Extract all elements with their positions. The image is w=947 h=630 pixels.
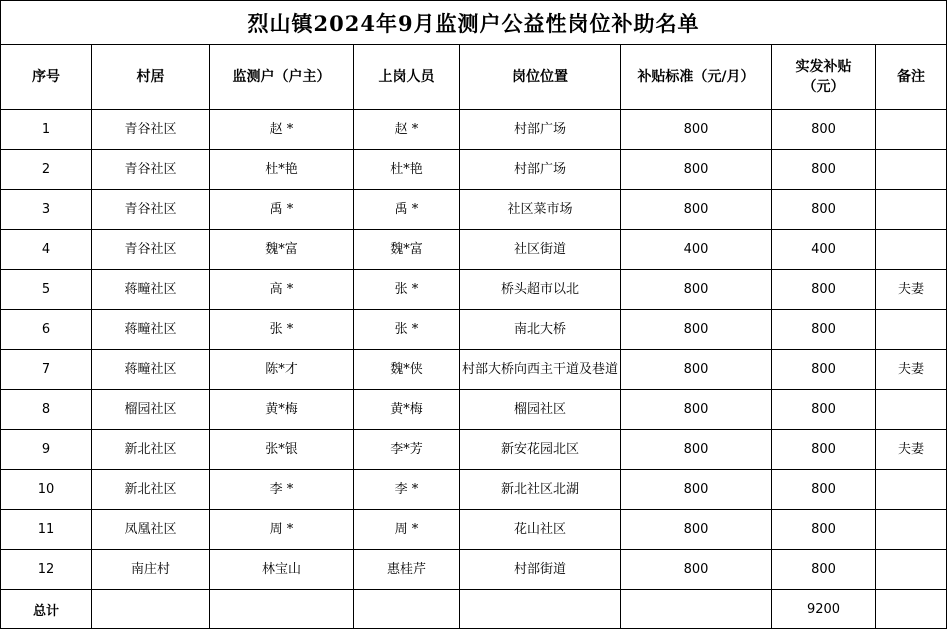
cell-worker: 魏*富 [354,230,460,270]
cell-post: 花山社区 [460,510,621,550]
cell-actual: 800 [772,550,876,590]
cell-worker: 李 * [354,470,460,510]
cell-seq: 11 [1,510,92,550]
cell-remark [876,230,947,270]
cell-post: 榴园社区 [460,390,621,430]
cell-actual: 800 [772,310,876,350]
cell-standard: 800 [621,430,772,470]
cell-household: 张*银 [210,430,354,470]
cell-actual: 800 [772,390,876,430]
cell-standard: 800 [621,190,772,230]
cell-actual: 800 [772,150,876,190]
header-remark: 备注 [876,45,947,110]
cell-seq: 7 [1,350,92,390]
cell-worker: 张 * [354,310,460,350]
table-row [1,510,947,550]
cell-household: 高 * [210,270,354,310]
cell-post: 新北社区北湖 [460,470,621,510]
total-label: 总计 [1,590,92,629]
total-cell-empty [621,590,772,629]
cell-household: 黄*梅 [210,390,354,430]
header-standard: 补贴标准（元/月） [621,45,772,110]
table-row [1,230,947,270]
cell-village: 青谷社区 [92,110,210,150]
cell-standard: 800 [621,390,772,430]
table-title: 烈山镇2024年9月监测户公益性岗位补助名单 [1,1,947,45]
cell-actual: 800 [772,270,876,310]
cell-worker: 周 * [354,510,460,550]
cell-seq: 3 [1,190,92,230]
table-row [1,150,947,190]
header-village: 村居 [92,45,210,110]
cell-remark [876,310,947,350]
table-row [1,110,947,150]
cell-household: 林宝山 [210,550,354,590]
cell-household: 禹 * [210,190,354,230]
table-row [1,190,947,230]
cell-village: 青谷社区 [92,150,210,190]
cell-remark [876,550,947,590]
title-row [1,1,947,45]
cell-seq: 12 [1,550,92,590]
cell-standard: 800 [621,270,772,310]
cell-post: 村部广场 [460,110,621,150]
cell-standard: 800 [621,150,772,190]
cell-actual: 800 [772,110,876,150]
cell-worker: 黄*梅 [354,390,460,430]
cell-household: 张 * [210,310,354,350]
cell-seq: 2 [1,150,92,190]
cell-standard: 800 [621,110,772,150]
cell-household: 陈*才 [210,350,354,390]
cell-village: 青谷社区 [92,230,210,270]
table-row [1,310,947,350]
header-seq: 序号 [1,45,92,110]
cell-standard: 800 [621,510,772,550]
cell-remark [876,510,947,550]
cell-standard: 800 [621,350,772,390]
cell-household: 李 * [210,470,354,510]
cell-village: 新北社区 [92,430,210,470]
cell-actual: 800 [772,470,876,510]
cell-post: 社区街道 [460,230,621,270]
cell-seq: 8 [1,390,92,430]
cell-village: 蒋疃社区 [92,270,210,310]
cell-standard: 800 [621,550,772,590]
table-row [1,550,947,590]
cell-seq: 6 [1,310,92,350]
cell-village: 南庄村 [92,550,210,590]
cell-post: 新安花园北区 [460,430,621,470]
cell-village: 蒋疃社区 [92,310,210,350]
cell-worker: 赵 * [354,110,460,150]
cell-post: 村部大桥向西主干道及巷道 [460,350,621,390]
cell-household: 魏*富 [210,230,354,270]
cell-village: 青谷社区 [92,190,210,230]
cell-post: 南北大桥 [460,310,621,350]
header-household: 监测户（户主） [210,45,354,110]
header-row [1,45,947,110]
cell-seq: 10 [1,470,92,510]
cell-remark [876,390,947,430]
cell-actual: 400 [772,230,876,270]
cell-worker: 禹 * [354,190,460,230]
table-row [1,470,947,510]
cell-household: 周 * [210,510,354,550]
header-worker: 上岗人员 [354,45,460,110]
cell-standard: 400 [621,230,772,270]
cell-remark [876,470,947,510]
cell-actual: 800 [772,350,876,390]
table-row [1,390,947,430]
cell-post: 社区菜市场 [460,190,621,230]
cell-village: 蒋疃社区 [92,350,210,390]
total-cell-empty [460,590,621,629]
cell-worker: 杜*艳 [354,150,460,190]
cell-seq: 1 [1,110,92,150]
cell-actual: 800 [772,510,876,550]
header-actual: 实发补贴（元） [772,45,876,110]
cell-remark: 夫妻 [876,350,947,390]
total-cell-empty [210,590,354,629]
table-row [1,270,947,310]
cell-worker: 李*芳 [354,430,460,470]
cell-seq: 4 [1,230,92,270]
total-row [1,590,947,629]
cell-standard: 800 [621,310,772,350]
cell-worker: 张 * [354,270,460,310]
cell-actual: 800 [772,190,876,230]
cell-village: 新北社区 [92,470,210,510]
cell-household: 杜*艳 [210,150,354,190]
cell-remark [876,110,947,150]
cell-remark: 夫妻 [876,270,947,310]
cell-village: 凤凰社区 [92,510,210,550]
header-post: 岗位位置 [460,45,621,110]
table-row [1,350,947,390]
table-row [1,430,947,470]
total-cell-empty [876,590,947,629]
cell-remark [876,150,947,190]
cell-seq: 9 [1,430,92,470]
cell-remark: 夫妻 [876,430,947,470]
total-cell-empty [92,590,210,629]
total-actual: 9200 [772,590,876,629]
cell-post: 桥头超市以北 [460,270,621,310]
cell-household: 赵 * [210,110,354,150]
total-cell-empty [354,590,460,629]
cell-remark [876,190,947,230]
cell-post: 村部街道 [460,550,621,590]
cell-actual: 800 [772,430,876,470]
cell-seq: 5 [1,270,92,310]
cell-standard: 800 [621,470,772,510]
cell-village: 榴园社区 [92,390,210,430]
cell-worker: 魏*侠 [354,350,460,390]
cell-post: 村部广场 [460,150,621,190]
cell-worker: 惠桂芹 [354,550,460,590]
